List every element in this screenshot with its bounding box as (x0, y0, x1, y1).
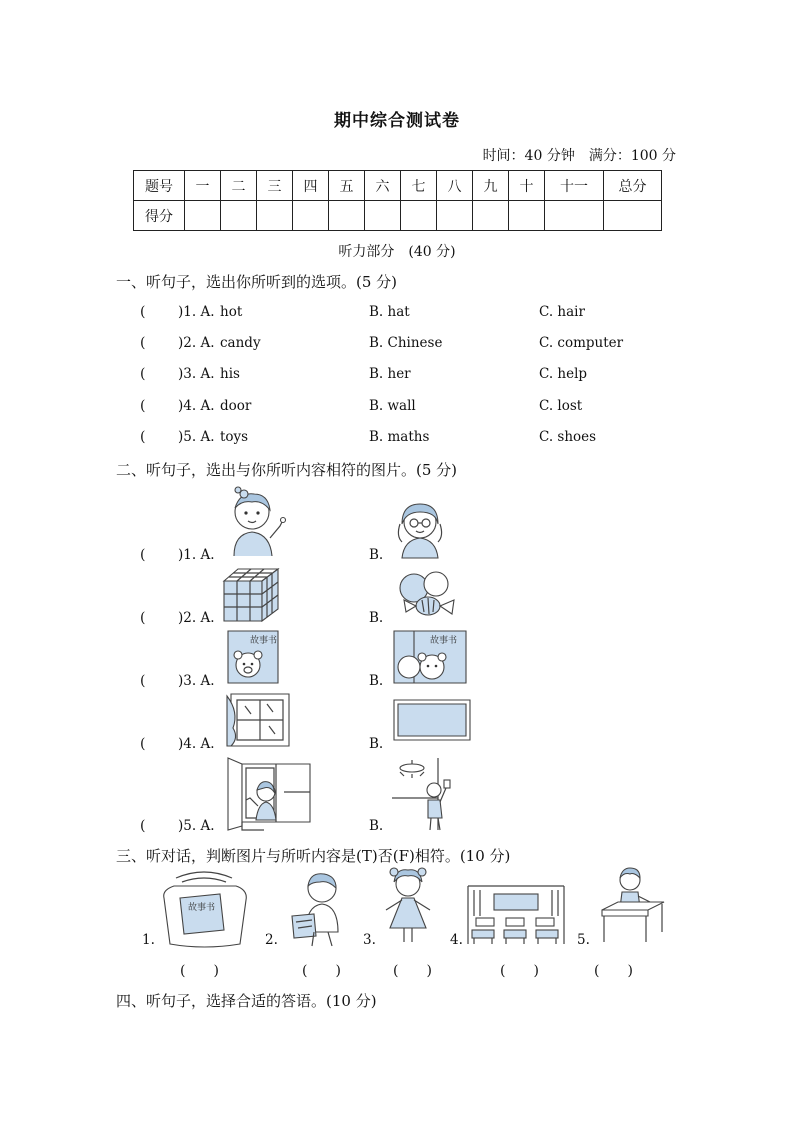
score-input-cell[interactable] (473, 201, 509, 231)
girl-cleaning-window-picture[interactable] (224, 756, 314, 832)
option-b: B. wall (369, 398, 416, 414)
score-input-cell[interactable] (257, 201, 293, 231)
answer-paren[interactable]: ( (140, 366, 146, 382)
score-cell: 七 (401, 171, 437, 201)
item-number: )1. A. (178, 547, 215, 563)
section3-heading: 三、听对话，判断图片与所听内容是(T)否(F)相符。(10 分) (116, 847, 511, 865)
score-input-cell[interactable] (604, 201, 662, 231)
score-input-cell[interactable] (221, 201, 257, 231)
listening-heading: 听力部分 (40 分) (338, 244, 456, 260)
boy-with-schoolbag-picture[interactable] (284, 870, 346, 950)
answer-paren[interactable]: ( (140, 429, 146, 445)
option-b: B. her (369, 366, 411, 382)
time-info: 时间：40 分钟 满分：100 分 (482, 148, 676, 164)
item-number: )3. A. (178, 673, 215, 689)
item-number: 5. (577, 932, 590, 948)
book-title: 故事书 (430, 636, 458, 646)
girl-in-dress-picture[interactable] (382, 866, 434, 946)
item-number: )5. A. (178, 429, 215, 445)
storybook-picture[interactable] (226, 629, 280, 685)
option-b-label: B. (369, 610, 384, 626)
answer-paren[interactable]: ( (140, 398, 146, 414)
item-number: )4. A. (178, 398, 215, 414)
option-c: C. help (539, 366, 588, 382)
option-b: B. Chinese (369, 335, 443, 351)
score-cell: 九 (473, 171, 509, 201)
option-a: door (220, 398, 252, 414)
score-input-cell[interactable] (185, 201, 221, 231)
answer-paren[interactable]: ( (140, 304, 146, 320)
book-title: 故事书 (250, 636, 278, 646)
item-number: )3. A. (178, 366, 215, 382)
score-cell: 题号 (134, 171, 185, 201)
score-row-label: 得分 (134, 201, 185, 231)
option-c: C. lost (539, 398, 583, 414)
item-number: )1. A. (178, 304, 215, 320)
item-number: )2. A. (178, 610, 215, 626)
book-title: 故事书 (188, 903, 216, 913)
score-input-cell[interactable] (293, 201, 329, 231)
score-input-cell[interactable] (509, 201, 545, 231)
girl-with-glasses-picture[interactable] (392, 500, 452, 558)
score-input-cell[interactable] (437, 201, 473, 231)
page-title: 期中综合测试卷 (334, 111, 460, 131)
option-c: C. hair (539, 304, 585, 320)
score-cell: 五 (329, 171, 365, 201)
score-table-score-row (134, 201, 662, 231)
score-input-cell[interactable] (401, 201, 437, 231)
item-number: 3. (363, 932, 376, 948)
answer-paren[interactable]: ( ) (180, 963, 219, 979)
score-cell: 四 (293, 171, 329, 201)
answer-paren[interactable]: ( ) (500, 963, 539, 979)
answer-paren[interactable]: ( ) (594, 963, 633, 979)
option-a: toys (220, 429, 249, 445)
answer-paren[interactable]: ( (140, 547, 146, 563)
score-input-cell[interactable] (545, 201, 604, 231)
score-input-cell[interactable] (329, 201, 365, 231)
score-cell: 十 (509, 171, 545, 201)
score-table-header-row (134, 171, 662, 201)
item-number: 2. (265, 932, 278, 948)
score-cell: 三 (257, 171, 293, 201)
score-cell: 二 (221, 171, 257, 201)
item-number: )2. A. (178, 335, 215, 351)
option-b: B. maths (369, 429, 430, 445)
girl-cleaning-table-picture[interactable] (592, 866, 668, 946)
classroom-picture[interactable] (466, 884, 566, 946)
answer-paren[interactable]: ( (140, 736, 146, 752)
answer-paren[interactable]: ( ) (302, 963, 341, 979)
option-a: his (220, 366, 240, 382)
option-b-label: B. (369, 818, 384, 834)
section4-heading: 四、听句子，选择合适的答语。(10 分) (116, 992, 377, 1010)
option-b-label: B. (369, 673, 384, 689)
item-number: 1. (142, 932, 155, 948)
option-c: C. computer (539, 335, 624, 351)
item-number: )4. A. (178, 736, 215, 752)
two-storybooks-picture[interactable] (392, 629, 468, 685)
section1-heading: 一、听句子，选出你所听到的选项。(5 分) (116, 273, 398, 291)
answer-paren[interactable]: ( (140, 610, 146, 626)
answer-paren[interactable]: ( (140, 673, 146, 689)
option-b-label: B. (369, 547, 384, 563)
option-b-label: B. (369, 736, 384, 752)
score-cell: 十一 (545, 171, 604, 201)
item-number: )5. A. (178, 818, 215, 834)
board-picture[interactable] (392, 698, 472, 742)
answer-paren[interactable]: ( (140, 335, 146, 351)
score-input-cell[interactable] (365, 201, 401, 231)
cube-picture[interactable] (222, 567, 280, 623)
boy-turning-on-light-picture[interactable] (390, 756, 470, 832)
candies-picture[interactable] (392, 570, 460, 622)
section2-heading: 二、听句子，选出与你所听内容相符的图片。(5 分) (116, 461, 458, 479)
answer-paren[interactable]: ( ) (393, 963, 432, 979)
answer-paren[interactable]: ( (140, 818, 146, 834)
option-b: B. hat (369, 304, 410, 320)
score-cell: 一 (185, 171, 221, 201)
window-picture[interactable] (225, 692, 291, 748)
score-cell: 总分 (604, 171, 662, 201)
score-cell: 八 (437, 171, 473, 201)
item-number: 4. (450, 932, 463, 948)
girl-pointing-picture[interactable] (222, 486, 288, 558)
score-cell: 六 (365, 171, 401, 201)
option-c: C. shoes (539, 429, 597, 445)
score-table (133, 170, 662, 231)
bag-with-storybook-picture[interactable] (156, 870, 254, 950)
option-a: candy (220, 335, 261, 351)
option-a: hot (220, 304, 243, 320)
